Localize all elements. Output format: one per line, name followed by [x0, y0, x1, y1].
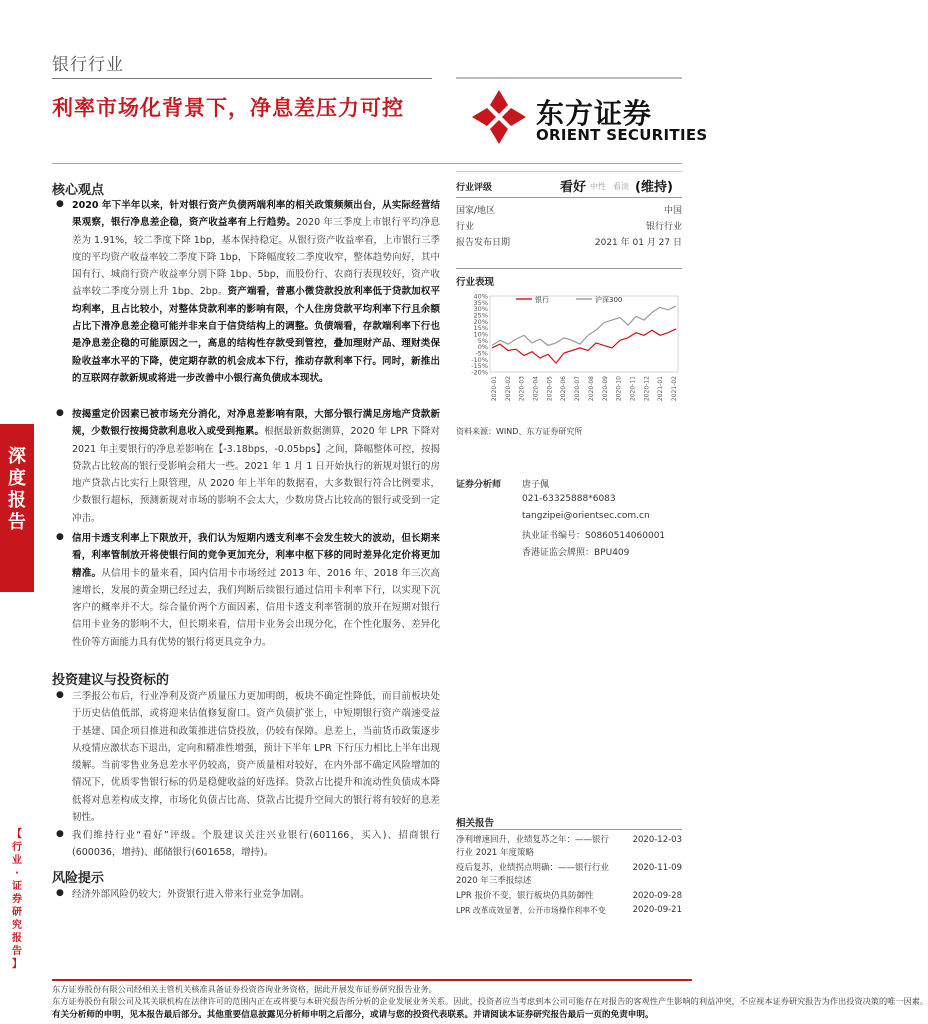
industry-perf-heading: 行业表现	[456, 277, 495, 288]
rating-option-neutral: 中性	[590, 182, 606, 191]
analyst-hk-license: 香港证监会牌照：BPU409	[522, 548, 630, 558]
orient-logo-icon	[470, 88, 528, 146]
core-view-paragraph-1	[72, 197, 440, 387]
bullet-icon: ●	[56, 199, 64, 209]
side-strip-label	[0, 828, 34, 971]
chart-y-tick-label: 35%	[473, 298, 488, 307]
perf-rule	[456, 268, 682, 269]
logo-en: ORIENT SECURITIES	[536, 126, 708, 144]
rating-status: (维持)	[635, 180, 673, 195]
chart-y-tick-label: -15%	[471, 362, 488, 371]
chart-x-tick-label: 2020-11	[629, 376, 637, 402]
related-rule	[456, 829, 682, 830]
info-label-date: 报告发布日期	[456, 238, 511, 248]
bullet-icon: ●	[56, 408, 64, 418]
report-title: 利率市场化背景下，净息差压力可控	[52, 96, 404, 120]
chart-y-tick-label: 40%	[473, 292, 488, 301]
analyst-cert: 执业证书编号：S0860514060001	[522, 531, 666, 541]
footer-rule	[52, 979, 692, 981]
chart-series-line-csi300	[492, 306, 676, 345]
rating-value: 看好	[560, 180, 587, 195]
chart-x-tick-label: 2021-01	[657, 376, 665, 402]
chart-plot-frame	[490, 296, 678, 372]
related-item-title[interactable]: 疫后复苏，业绩拐点明确：——银行行业 2020 年三季报综述	[456, 863, 610, 886]
side-tab-char: 深	[8, 446, 26, 467]
related-item[interactable]	[456, 890, 682, 903]
chart-series-line-bank	[492, 329, 676, 363]
rating-rule-bottom	[456, 197, 682, 198]
core-view-heading: 核心观点	[52, 183, 105, 198]
chart-y-tick-label: 5%	[477, 336, 488, 345]
core-view-p2-body: 根据最新数据测算，2020 年 LPR 下降对 2021 年主要银行的净息差影响在【-3.18bps，-0.05bps】之间，降幅整体可控，按揭贷款占比较高的银行受影响会稍大一些。2021 年 1 月 1 日开始执行的新规对银行的房地产贷款占比实行上限管理，从 2020 年上半年的数据看，大多数银行符合比例要求，少数银行超标，预测新规对市场的影响不会太大，少数房贷占比较高的银行或受到一定冲击。	[72, 426, 440, 524]
related-item[interactable]	[456, 862, 682, 888]
rating-rule	[456, 171, 682, 172]
related-heading: 相关报告	[456, 818, 495, 829]
chart-x-tick-label: 2020-05	[546, 376, 554, 402]
chart-legend-label: 银行	[535, 296, 549, 304]
bullet-icon: ●	[56, 690, 64, 700]
rating-label: 行业评级	[456, 183, 493, 193]
chart-y-tick-label: 20%	[473, 317, 488, 326]
disclaimer-2: 东方证券股份有限公司及其关联机构在法律许可的范围内正在或将要与本研究报告所分析的企业发展业务关系。因此，投资者应当考虑到本公司可能存在对报告的客观性产生影响的利益冲突，不应视本证券研究报告为作出投资决策的唯一因素。	[52, 996, 928, 1006]
chart-x-tick-label: 2021-02	[671, 376, 678, 402]
logo-name: 东方证券	[536, 97, 653, 130]
bullet-icon: ●	[56, 532, 64, 542]
info-value-region: 中国	[663, 206, 682, 216]
core-view-p2-lead: 按揭重定价因素已被市场充分消化，对净息差影响有限，大部分银行满足房地产贷款新规，少数银行按揭贷款利息收入或受到拖累。	[72, 409, 440, 438]
chart-source: 资料来源：WIND、东方证券研究所	[456, 427, 583, 436]
analyst-email[interactable]: tangzipei@orientsec.com.cn	[522, 511, 650, 521]
investment-paragraph-1: 三季报公布后，行业净利及资产质量压力更加明朗，板块不确定性降低，而目前板块处于历史估值低部，或将迎来估值修复窗口。资产负债扩张上，中短期银行资产端速受益于基建、国企项目推进和政策推进信贷投放，仍较有保障。息差上，当前货币政策逐步从疫情应激状态下退出，定向和精准性增强，预计下半年 LPR 下行压力相比上半年出现缓解。当前零售业务息差水平仍较高，资产质量相对较好，在内外部不确定风险增加的情况下，优质零售银行标的仍是稳健收益的好选择。贷款占比提升和流动性负债成本降低将对息差构成支撑，市场化负债占比高、贷款占比提升空间大的银行将有较好的息差韧性。	[72, 691, 440, 824]
core-view-p1-liability: 资产端看，普惠小微贷款投放利率低于贷款加权平均利率，且占比较小，对整体贷款利率的影响有限，个人住房贷款平均利率下行且余额占比下滑净息差企稳可能并非来自于信贷结构上的调整。负债端看，存款端利率下行也是净息差企稳的可能原因之一，高息的结构性存款受到管控，叠加理财产品、理财类保险收益率水平的下降，使定期存款的机会成本下行，推动存款利率下行。同时，新推出的互联网存款新规或将进一步改善中小银行高负债成本现状。	[72, 286, 440, 384]
info-label-region: 国家/地区	[456, 206, 496, 216]
bullet-icon: ●	[56, 829, 64, 839]
analyst-label: 证券分析师	[456, 480, 502, 490]
disclaimer-bold: 有关分析师的申明，见本报告最后部分。其他重要信息披露见分析师申明之后部分，或请与您的投资代表联系。并请阅读本证券研究报告最后一页的免责申明。	[52, 1010, 654, 1020]
side-strip-char: ·	[15, 868, 19, 879]
side-strip-char: 究	[12, 920, 22, 931]
side-strip-char: 业	[12, 855, 22, 866]
chart-x-tick-label: 2020-07	[574, 376, 582, 402]
side-strip-char: 研	[12, 907, 22, 918]
related-item-date: 2020-11-09	[632, 863, 682, 873]
chart-x-tick-label: 2020-09	[601, 376, 609, 402]
header-rule-right	[456, 77, 682, 79]
risk-heading: 风险提示	[52, 871, 105, 886]
core-view-paragraph-3	[72, 530, 440, 651]
investment-heading: 投资建议与投资标的	[52, 673, 170, 688]
chart-y-tick-label: 25%	[473, 311, 488, 320]
side-strip-char: 券	[12, 894, 22, 905]
related-item-title[interactable]: LPR 改革成效显著，公开市场操作利率不变	[456, 906, 606, 915]
side-strip-char: 告	[12, 946, 22, 957]
header-rule	[52, 78, 432, 79]
chart-y-tick-label: -20%	[471, 368, 488, 377]
related-item-date: 2020-12-03	[632, 835, 682, 845]
side-tab-label	[0, 446, 34, 534]
info-value-date: 2021 年 01 月 27 日	[594, 238, 682, 248]
side-tab-char: 报	[8, 490, 26, 511]
chart-x-tick-label: 2020-03	[518, 376, 526, 402]
rating-option-bearish: 看淡	[613, 182, 629, 191]
chart-y-tick-label: 0%	[477, 343, 488, 352]
side-tab-char: 告	[8, 512, 26, 533]
chart-y-tick-label: 30%	[473, 305, 488, 314]
chart-y-tick-label: -5%	[475, 349, 488, 358]
core-view-paragraph-2	[72, 406, 440, 527]
side-strip-char: 】	[12, 959, 22, 970]
investment-paragraph-2: 我们维持行业“看好”评级。个股建议关注兴业银行(601166，买入)、招商银行(600036，增持)、邮储银行(601658，增持)。	[72, 830, 440, 859]
side-strip-char: 行	[12, 842, 22, 853]
chart-legend-label: 沪深300	[595, 296, 623, 304]
side-strip-char: 证	[12, 881, 22, 892]
related-item-date: 2020-09-28	[632, 891, 682, 901]
info-label-industry: 行业	[456, 222, 475, 232]
related-item[interactable]	[456, 834, 682, 860]
header-divider	[52, 163, 682, 164]
chart-y-tick-label: 10%	[473, 330, 488, 339]
related-item[interactable]	[456, 904, 682, 917]
chart-x-tick-label: 2020-08	[587, 376, 595, 402]
chart-x-tick-label: 2020-01	[491, 376, 498, 402]
chart-x-tick-label: 2020-04	[532, 376, 540, 402]
side-strip-char: 报	[12, 933, 22, 944]
core-view-p1-body: 2020 年三季度上市银行平均净息差为 1.91%，较二季度下降 1bp，基本保持稳定。从银行资产收益率看，上市银行三季度的平均资产收益率较二季度下降 1bp，下降幅度较二季度收窄，整体趋势向好，其中国有行、城商行资产收益率分别下降 1bp、5bp，而股份行、农商行表现较好，资产收益率较二季度分别上升 1bp、2bp。	[72, 217, 440, 298]
bullet-icon: ●	[56, 888, 64, 898]
related-item-title[interactable]: LPR 报价不变，银行板块仍具防御性	[456, 891, 594, 901]
related-item-date: 2020-09-21	[632, 905, 682, 915]
industry-performance-chart	[456, 290, 682, 416]
chart-x-tick-label: 2020-02	[504, 376, 512, 402]
core-view-p1-lead: 2020 年下半年以来，针对银行资产负债两端利率的相关政策频频出台，从实际经营结果观察，银行净息差企稳，资产收益率有上行趋势。	[72, 200, 440, 229]
disclaimer-1: 东方证券股份有限公司经相关主管机关核准具备证券投资咨询业务资格，据此开展发布证券研究报告业务。	[52, 984, 437, 994]
core-view-p3-body: 从信用卡的量来看，国内信用卡市场经过 2013 年、2016 年、2018 年三次高速增长，发展的黄金期已经过去，我们判断后续银行通过信用卡利率下行，以实现下沉客户的概率并不大。综合量价两个方面因素，信用卡透支利率管制的放开在短期对银行信用卡业务的影响不大，但长期来看，信用卡业务会出现分化，在个性化服务、差异化性价等方面能力具有优势的银行将更具竞争力。	[72, 567, 440, 648]
info-value-industry: 银行行业	[645, 222, 682, 232]
chart-x-tick-label: 2020-12	[643, 376, 651, 402]
core-view-p3-lead: 信用卡透支利率上下限放开，我们认为短期内透支利率不会发生较大的波动，但长期来看，利率管制放开将使银行间的竞争更加充分，利率中枢下移的同时差异化定价将更加精准。	[72, 533, 440, 579]
risk-paragraph: 经济外部风险仍较大；外资银行进入带来行业竞争加剧。	[72, 889, 310, 900]
chart-y-tick-label: -10%	[471, 355, 488, 364]
chart-x-tick-label: 2020-06	[560, 376, 568, 402]
related-item-title[interactable]: 净利增速回升，业绩复苏之年：——银行行业 2021 年度策略	[456, 835, 610, 858]
side-tab-char: 度	[8, 468, 26, 489]
analyst-name: 唐子佩	[522, 480, 550, 490]
sector-title: 银行行业	[52, 55, 124, 75]
chart-x-tick-label: 2020-10	[615, 376, 623, 402]
chart-y-tick-label: 15%	[473, 324, 488, 333]
side-strip-char: 【	[12, 829, 22, 840]
analyst-phone: 021-63325888*6083	[522, 494, 616, 504]
